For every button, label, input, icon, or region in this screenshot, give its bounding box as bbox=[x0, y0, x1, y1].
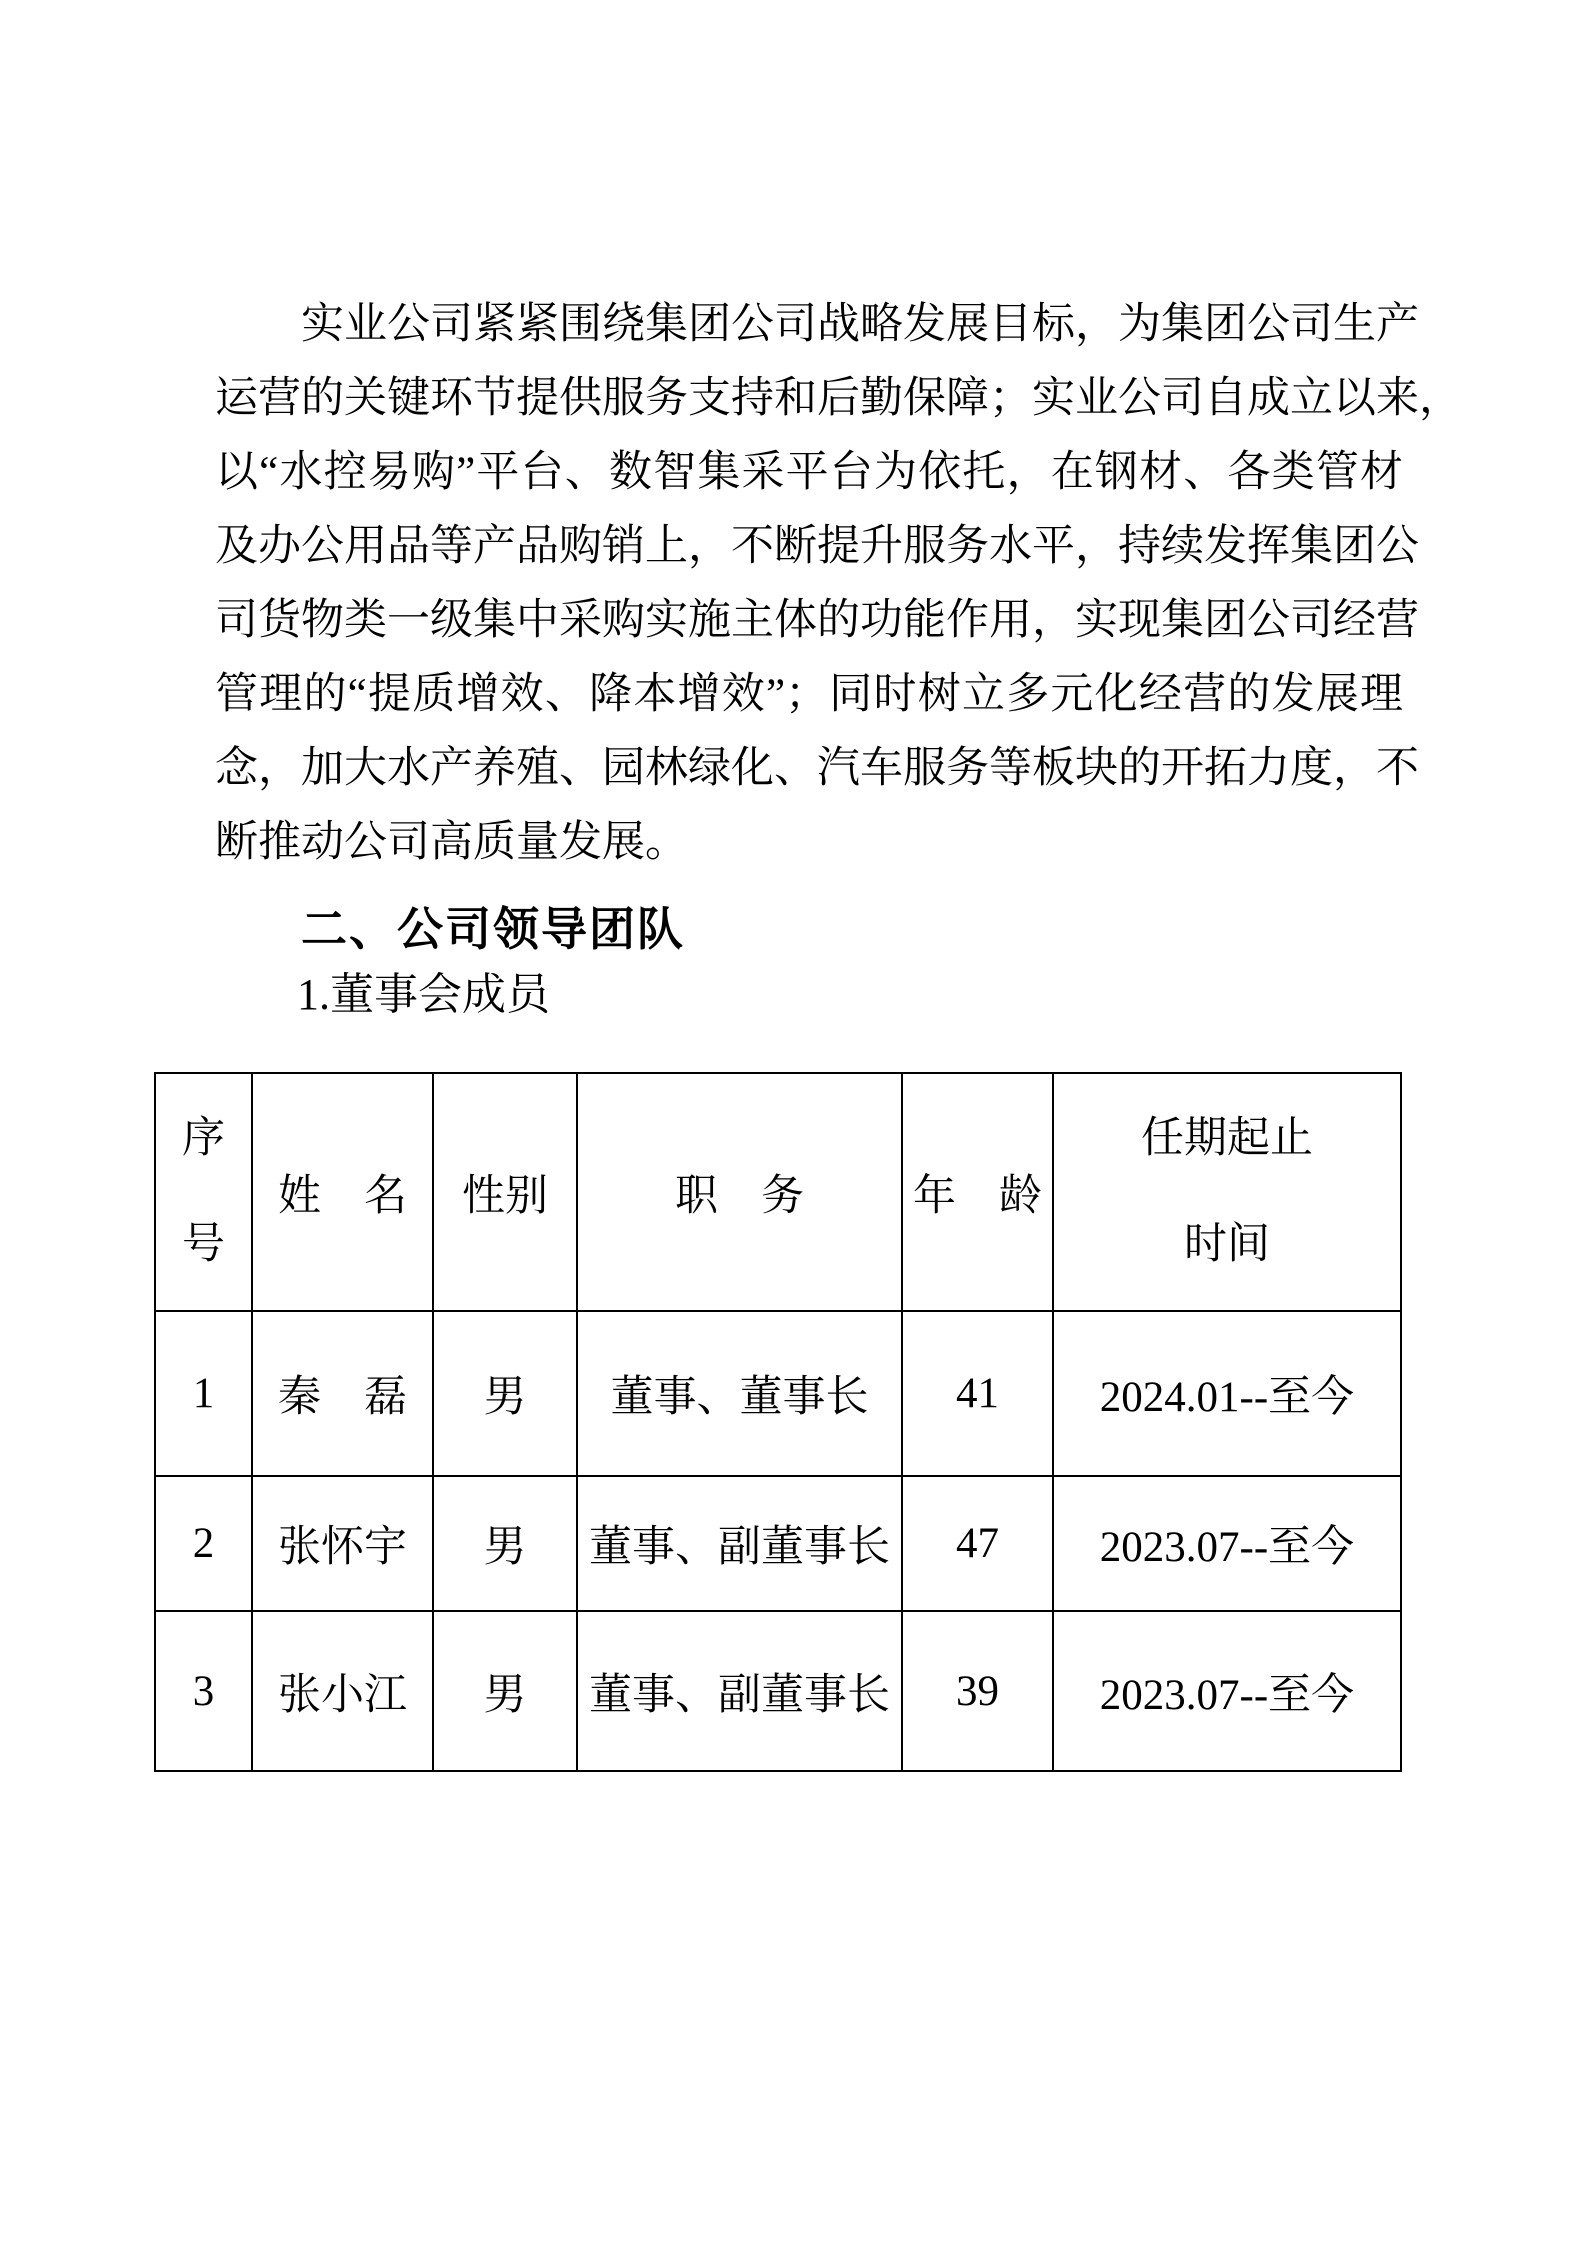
paragraph-line: 以“水控易购”平台、数智集采平台为依托，在钢材、各类管材 bbox=[215, 449, 1403, 496]
paragraph-line: 实业公司紧紧围绕集团公司战略发展目标，为集团公司生产 bbox=[301, 301, 1419, 348]
header-serial-line2: 号 bbox=[182, 1221, 225, 1268]
cell-gender: 男 bbox=[433, 1476, 577, 1611]
cell-serial: 2 bbox=[155, 1476, 252, 1611]
cell-term: 2023.07--至今 bbox=[1053, 1611, 1401, 1771]
cell-gender: 男 bbox=[433, 1311, 577, 1476]
cell-serial: 1 bbox=[155, 1311, 252, 1476]
paragraph-line: 司货物类一级集中采购实施主体的功能作用，实现集团公司经营 bbox=[215, 597, 1419, 644]
cell-name: 张小江 bbox=[252, 1611, 433, 1771]
cell-term: 2024.01--至今 bbox=[1053, 1311, 1401, 1476]
header-name: 姓 名 bbox=[252, 1073, 433, 1311]
cell-age: 41 bbox=[902, 1311, 1053, 1476]
paragraph-line: 运营的关键环节提供服务支持和后勤保障；实业公司自成立以来， bbox=[215, 375, 1462, 422]
header-position: 职 务 bbox=[577, 1073, 902, 1311]
intro-paragraph bbox=[215, 288, 1462, 880]
header-age: 年 龄 bbox=[902, 1073, 1053, 1311]
paragraph-line: 断推动公司高质量发展。 bbox=[215, 819, 688, 866]
paragraph-line: 念，加大水产养殖、园林绿化、汽车服务等板块的开拓力度，不 bbox=[215, 745, 1419, 792]
cell-name: 张怀宇 bbox=[252, 1476, 433, 1611]
section-heading: 二、公司领导团队 bbox=[301, 903, 685, 955]
cell-gender: 男 bbox=[433, 1611, 577, 1771]
cell-age: 47 bbox=[902, 1476, 1053, 1611]
cell-position: 董事、董事长 bbox=[577, 1311, 902, 1476]
header-term bbox=[1053, 1073, 1401, 1311]
board-members-table bbox=[154, 1072, 1402, 1772]
cell-position: 董事、副董事长 bbox=[577, 1476, 902, 1611]
header-term-line1: 任期起止 bbox=[1141, 1115, 1313, 1162]
paragraph-line: 及办公用品等产品购销上，不断提升服务水平，持续发挥集团公 bbox=[215, 523, 1419, 570]
header-gender: 性别 bbox=[433, 1073, 577, 1311]
table-row bbox=[155, 1476, 1401, 1611]
table-header-row bbox=[155, 1073, 1401, 1311]
table-row bbox=[155, 1311, 1401, 1476]
table-row bbox=[155, 1611, 1401, 1771]
cell-serial: 3 bbox=[155, 1611, 252, 1771]
cell-term: 2023.07--至今 bbox=[1053, 1476, 1401, 1611]
cell-age: 39 bbox=[902, 1611, 1053, 1771]
header-serial-line1: 序 bbox=[182, 1115, 225, 1162]
paragraph-line: 管理的“提质增效、降本增效”；同时树立多元化经营的发展理 bbox=[215, 671, 1403, 718]
header-serial-number bbox=[155, 1073, 252, 1311]
header-term-line2: 时间 bbox=[1184, 1221, 1270, 1268]
sub-heading: 1.董事会成员 bbox=[297, 970, 550, 1019]
cell-position: 董事、副董事长 bbox=[577, 1611, 902, 1771]
cell-name: 秦 磊 bbox=[252, 1311, 433, 1476]
